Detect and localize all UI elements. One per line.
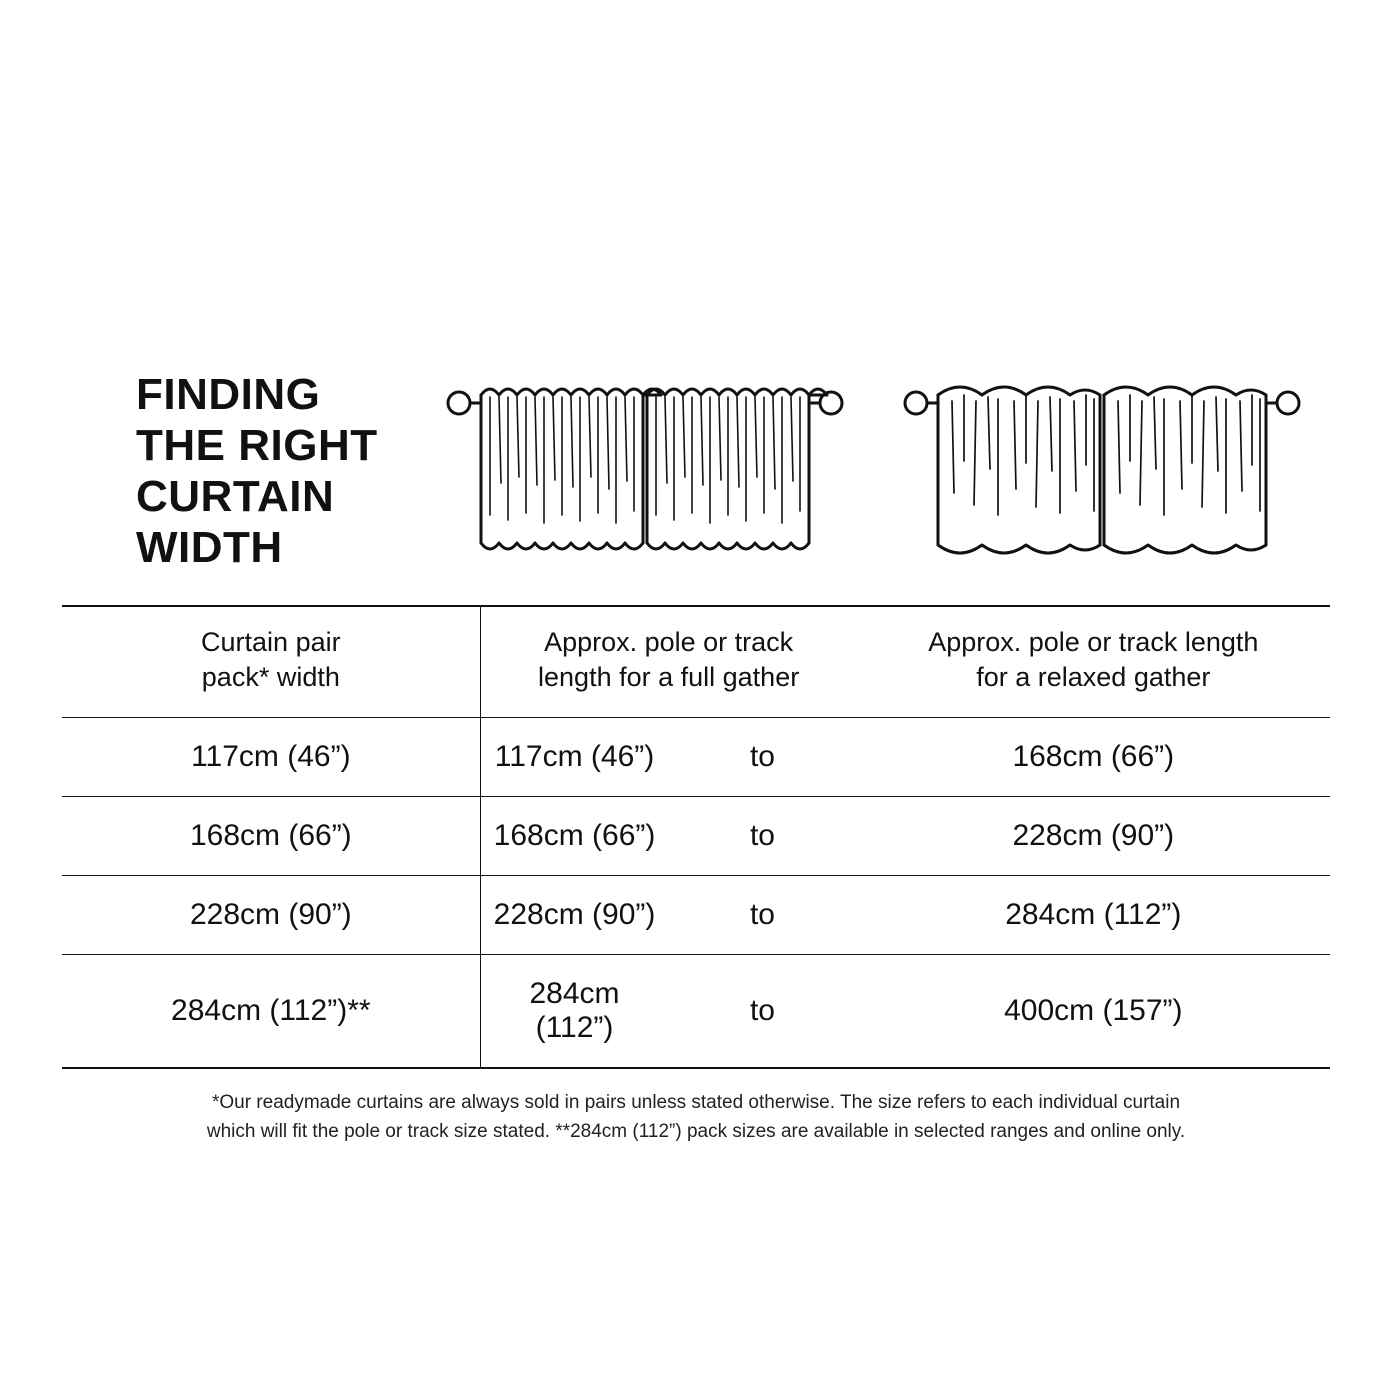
page-title-line-4: WIDTH: [136, 523, 283, 573]
page-title: [62, 355, 417, 573]
cell-full-gather: 284cm (112”): [480, 955, 668, 1069]
column-header-pack-width-line-1: Curtain pair: [201, 627, 341, 657]
page-title-line-3: CURTAIN: [136, 472, 335, 522]
relaxed-gather-curtain-illustration: [902, 365, 1302, 580]
illustration-group: [417, 355, 1330, 580]
column-header-pack-width-line-2: pack* width: [201, 662, 340, 693]
table-row: [62, 718, 1330, 797]
table-header: [62, 606, 1330, 718]
column-header-relaxed-gather-line-2: for a relaxed gather: [976, 662, 1211, 693]
table-body: [62, 718, 1330, 1069]
cell-relaxed-gather: 168cm (66”): [857, 718, 1330, 797]
cell-pack-width: 168cm (66”): [62, 797, 480, 876]
cell-to-label: to: [668, 797, 856, 876]
column-header-relaxed-gather-line-1: Approx. pole or track length: [928, 627, 1259, 657]
cell-to-label: to: [668, 955, 856, 1069]
column-header-pack-width: [62, 606, 480, 718]
cell-pack-width: 284cm (112”)**: [62, 955, 480, 1069]
column-header-relaxed-gather: [857, 606, 1330, 718]
cell-pack-width: 117cm (46”): [62, 718, 480, 797]
table-row: [62, 955, 1330, 1069]
cell-pack-width: 228cm (90”): [62, 876, 480, 955]
cell-to-label: to: [668, 718, 856, 797]
full-gather-curtain-illustration: [445, 365, 845, 580]
page-title-line-1: FINDING: [136, 370, 321, 419]
curtain-width-table: [62, 605, 1330, 1069]
footnote: [62, 1089, 1330, 1146]
table-header-row: [62, 606, 1330, 718]
cell-relaxed-gather: 400cm (157”): [857, 955, 1330, 1069]
cell-relaxed-gather: 284cm (112”): [857, 876, 1330, 955]
cell-full-gather: 168cm (66”): [480, 797, 668, 876]
table-row: [62, 876, 1330, 955]
cell-full-gather: 117cm (46”): [480, 718, 668, 797]
cell-full-gather: 228cm (90”): [480, 876, 668, 955]
cell-relaxed-gather: 228cm (90”): [857, 797, 1330, 876]
footnote-line-2: which will fit the pole or track size stated. **284cm (112”) pack sizes are available in selected ranges and online only.: [206, 1120, 1186, 1142]
footnote-line-1: *Our readymade curtains are always sold in pairs unless stated otherwise. The size refers to each individual curtain: [211, 1092, 1181, 1114]
page-title-line-2: THE RIGHT: [136, 421, 378, 471]
table-row: [62, 797, 1330, 876]
column-header-full-gather-line-2: length for a full gather: [538, 662, 800, 693]
header-row: [62, 355, 1330, 605]
content-container: [62, 355, 1330, 1146]
column-header-full-gather-line-1: Approx. pole or track: [544, 627, 794, 657]
cell-to-label: to: [668, 876, 856, 955]
column-header-full-gather: [480, 606, 856, 718]
